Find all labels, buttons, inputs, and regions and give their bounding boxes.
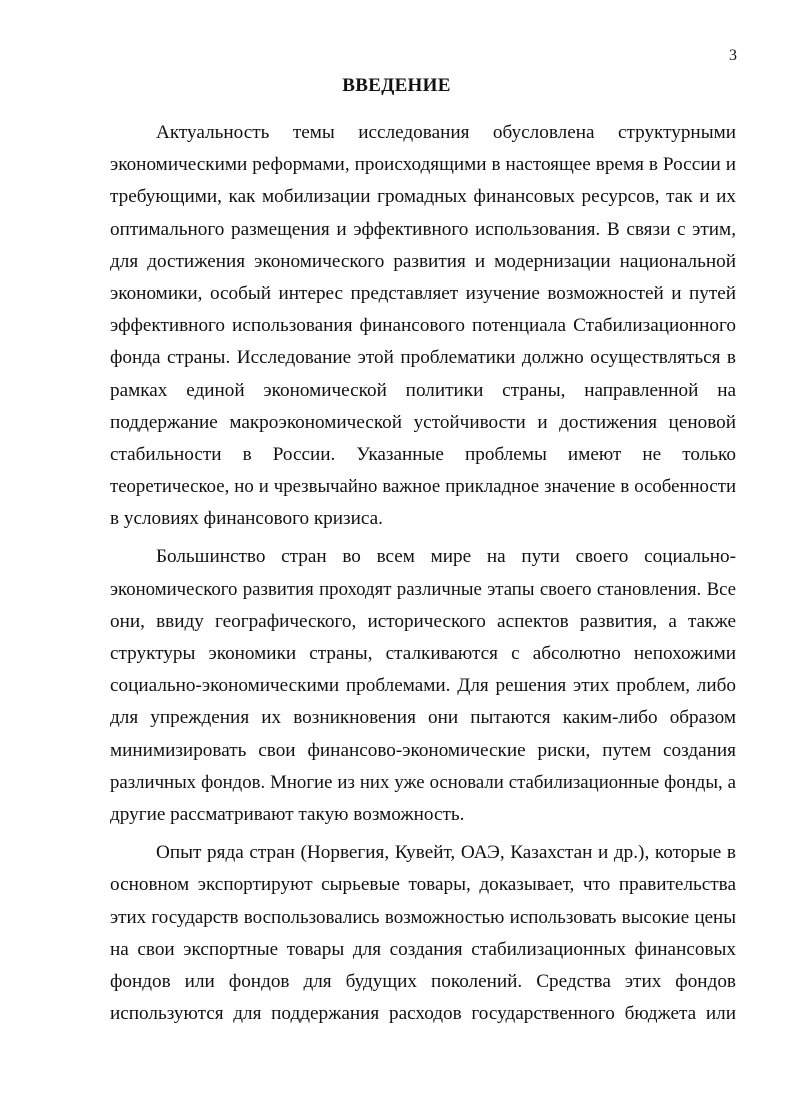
text-line: оптимального размещения и эффективного использования. В связи с этим, bbox=[110, 218, 736, 240]
text-line: различных фондов. Многие из них уже основали стабилизационные фонды, а bbox=[110, 771, 736, 793]
text-line: этих государств воспользовались возможностью использовать высокие цены bbox=[110, 906, 736, 928]
paragraph-2 bbox=[110, 541, 736, 831]
text-line: требующими, как мобилизации громадных финансовых ресурсов, так и их bbox=[110, 186, 736, 208]
text-line: Актуальность темы исследования обусловлена структурными bbox=[156, 122, 736, 143]
text-line: Опыт ряда стран (Норвегия, Кувейт, ОАЭ, Казахстан и др.), которые в bbox=[156, 842, 736, 864]
page-number: 3 bbox=[729, 47, 737, 64]
text-line: минимизировать свои финансово-экономические риски, путем создания bbox=[110, 739, 736, 761]
text-line: структуры экономики страны, сталкиваются с абсолютно непохожими bbox=[110, 643, 736, 664]
text-line: экономического развития проходят различные этапы своего становления. Все bbox=[110, 578, 736, 600]
text-line: фонда страны. Исследование этой проблематики должно осуществляться в bbox=[110, 347, 736, 369]
text-line: экономики, особый интерес представляет изучение возможностей и путей bbox=[110, 282, 736, 304]
text-line: Большинство стран во всем мире на пути своего социально- bbox=[156, 546, 736, 568]
text-line: экономическими реформами, происходящими в настоящее время в России и bbox=[110, 154, 736, 176]
text-line: эффективного использования финансового потенциала Стабилизационного bbox=[110, 315, 736, 337]
section-heading: ВВЕДЕНИЕ bbox=[342, 75, 451, 96]
text-line: теоретическое, но и чрезвычайно важное прикладное значение в особенности bbox=[110, 476, 736, 498]
paragraph-1 bbox=[110, 117, 736, 535]
text-line: рамках единой экономической политики страны, направленной на bbox=[110, 379, 736, 401]
text-line: социально-экономическими проблемами. Для решения этих проблем, либо bbox=[110, 675, 736, 697]
paragraph-3 bbox=[110, 837, 736, 1030]
text-line: основном экспортируют сырьевые товары, доказывает, что правительства bbox=[110, 874, 736, 896]
text-line: используются для поддержания расходов государственного бюджета или bbox=[110, 1003, 736, 1025]
text-line: они, ввиду географического, исторического аспектов развития, а также bbox=[110, 610, 736, 632]
text-line: стабильности в России. Указанные проблемы имеют не только bbox=[110, 443, 736, 465]
text-line: для достижения экономического развития и модернизации национальной bbox=[110, 250, 736, 272]
text-line: на свои экспортные товары для создания стабилизационных финансовых bbox=[110, 938, 736, 960]
text-line: другие рассматривают такую возможность. bbox=[110, 803, 465, 825]
text-line: фондов или фондов для будущих поколений. Средства этих фондов bbox=[110, 970, 736, 992]
document-body bbox=[110, 117, 736, 1030]
text-line: в условиях финансового кризиса. bbox=[110, 508, 383, 530]
text-line: для упреждения их возникновения они пытаются каким-либо образом bbox=[110, 707, 736, 729]
text-line: поддержание макроэкономической устойчивости и достижения ценовой bbox=[110, 411, 736, 433]
